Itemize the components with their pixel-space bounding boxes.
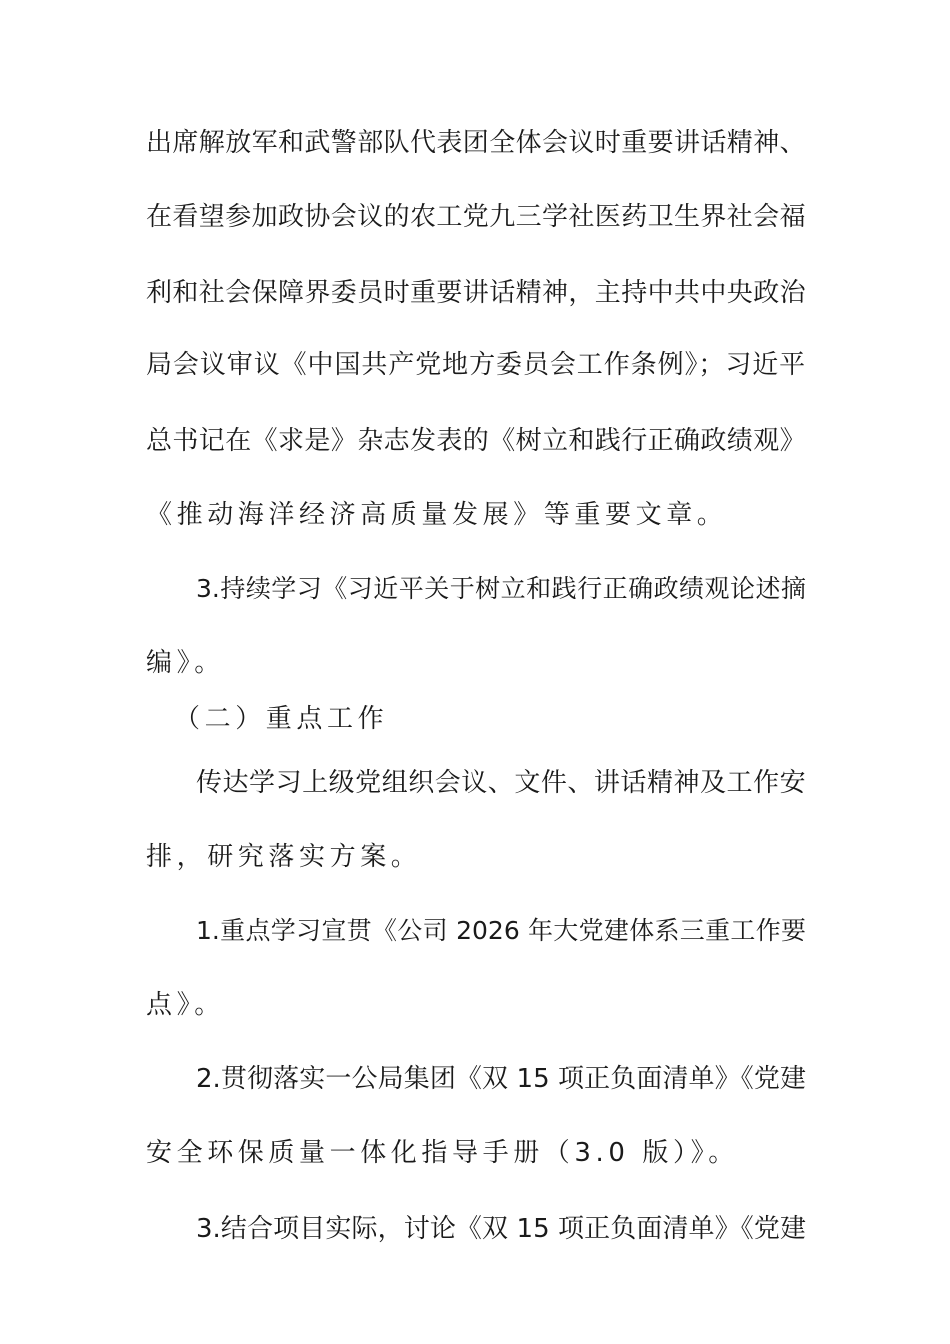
list-item-line: 3.持续学习《习近平关于树立和践行正确政绩观论述摘 (196, 574, 806, 603)
text-line: 排，研究落实方案。 (146, 842, 422, 872)
paragraph-line: 传达学习上级党组织会议、文件、讲话精神及工作安 (196, 768, 806, 798)
text-line: 点》。 (146, 990, 225, 1020)
text-line: 在看望参加政协会议的农工党九三学社医药卫生界社会福 (146, 202, 807, 232)
text-line: 安全环保质量一体化指导手册（3.0 版）》。 (146, 1138, 739, 1168)
list-item-line: 1.重点学习宣贯《公司 2026 年大党建体系三重工作要 (196, 916, 806, 945)
text-line: 出席解放军和武警部队代表团全体会议时重要讲话精神、 (146, 128, 807, 158)
list-item-line: 2.贯彻落实一公局集团《双 15 项正负面清单》《党建 (196, 1064, 806, 1094)
list-item-line: 3.结合项目实际，讨论《双 15 项正负面清单》《党建 (196, 1214, 806, 1244)
text-line: 局会议审议《中国共产党地方委员会工作条例》；习近平 (146, 350, 806, 380)
section-heading: （二）重点工作 (174, 704, 389, 734)
text-line: 《推动海洋经济高质量发展》等重要文章。 (146, 500, 728, 530)
text-line: 编》。 (146, 648, 225, 678)
text-line: 利和社会保障界委员时重要讲话精神，主持中共中央政治 (146, 278, 807, 308)
text-line: 总书记在《求是》杂志发表的《树立和践行正确政绩观》 (146, 426, 807, 456)
